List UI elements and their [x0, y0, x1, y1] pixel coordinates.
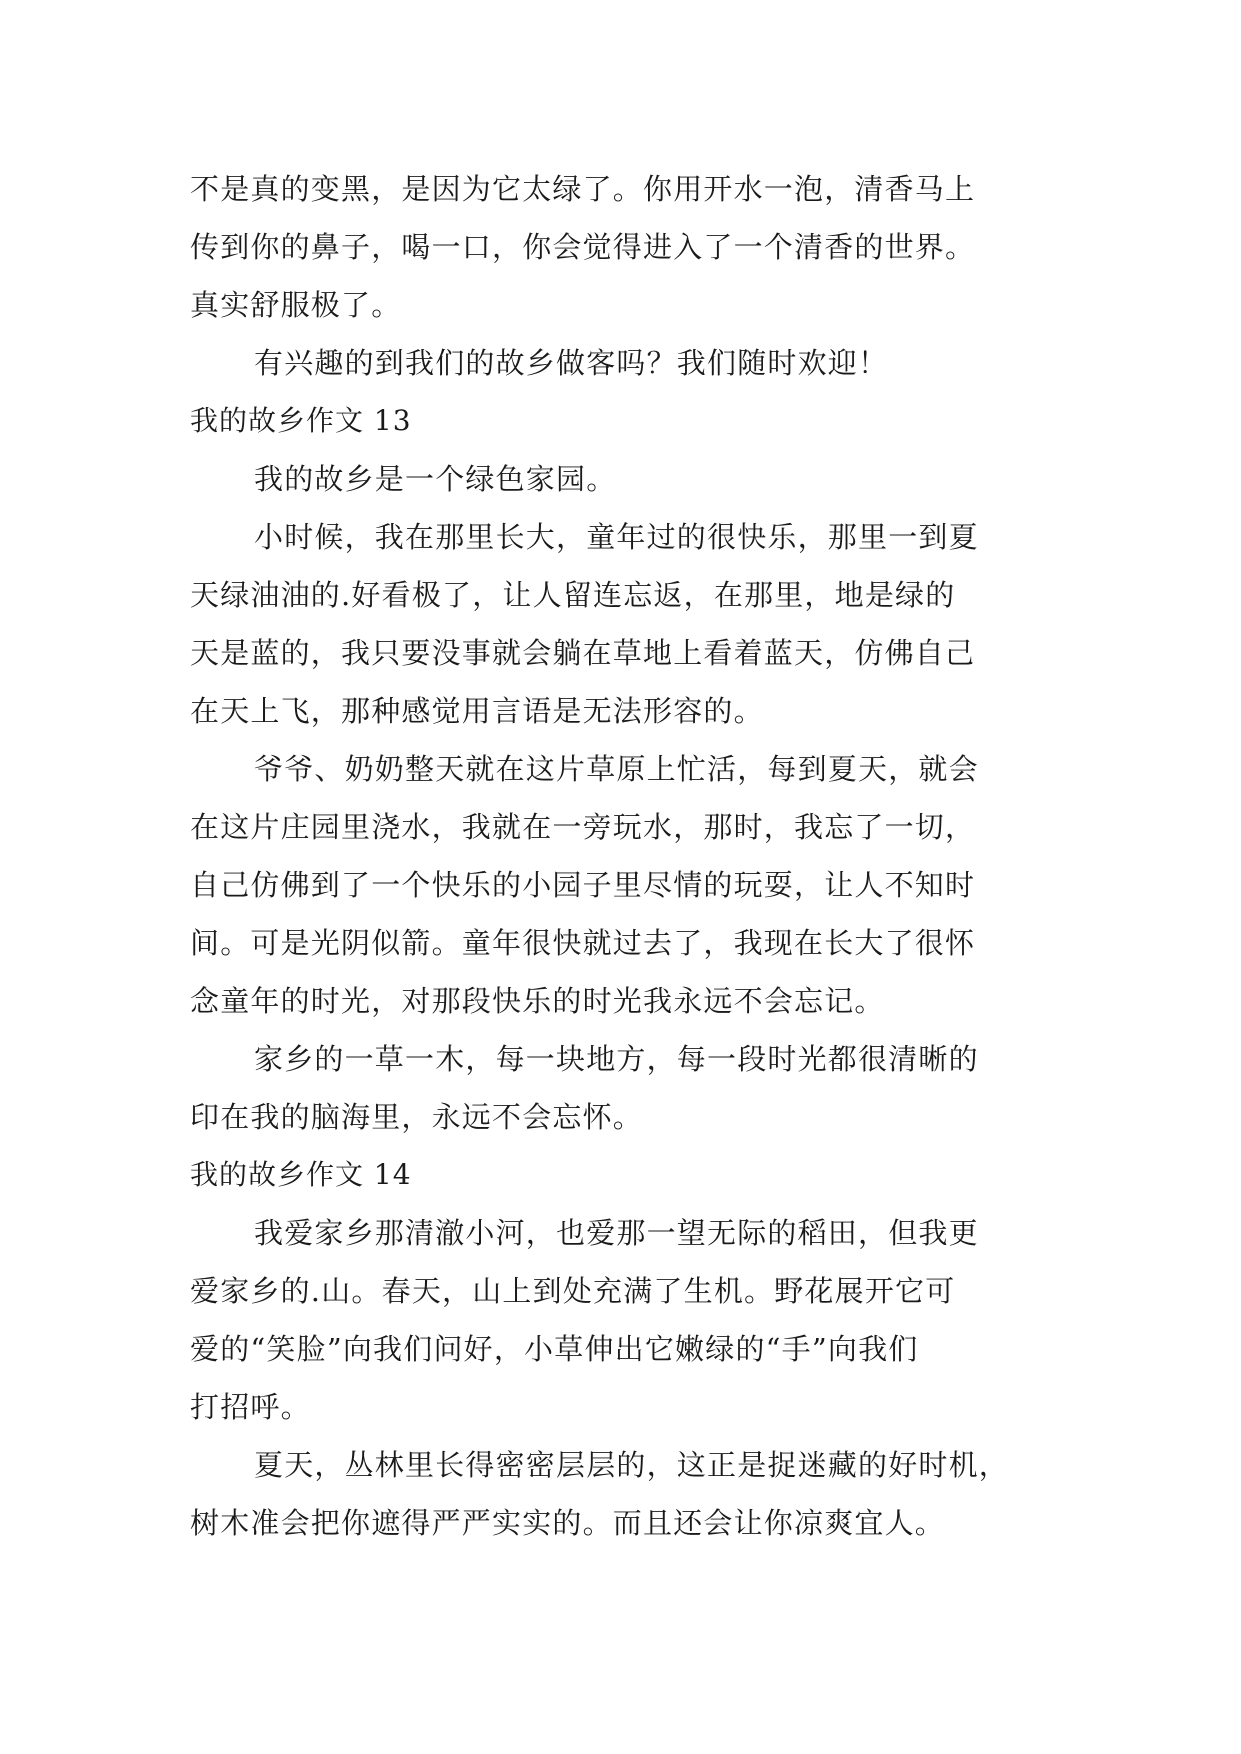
paragraph-first-line: 小时候，我在那里长大，童年过的很快乐，那里一到夏: [254, 520, 979, 554]
paragraph-first-line: 有兴趣的到我们的故乡做客吗？我们随时欢迎！: [254, 346, 889, 380]
text-line: 不是真的变黑，是因为它太绿了。你用开水一泡，清香马上: [190, 172, 976, 206]
text-line: 传到你的鼻子，喝一口，你会觉得进入了一个清香的世界。: [190, 230, 976, 264]
text-line: 打招呼。: [190, 1390, 311, 1424]
text-line: 在天上飞，那种感觉用言语是无法形容的。: [190, 694, 764, 728]
paragraph-first-line: 爷爷、奶奶整天就在这片草原上忙活，每到夏天，就会: [254, 752, 979, 786]
text-line: 树木准会把你遮得严严实实的。而且还会让你凉爽宜人。: [190, 1506, 946, 1540]
text-line: 印在我的脑海里，永远不会忘怀。: [190, 1100, 644, 1134]
text-line: 天绿油油的.好看极了，让人留连忘返，在那里，地是绿的: [190, 578, 956, 612]
text-line: 自己仿佛到了一个快乐的小园子里尽情的玩耍，让人不知时: [190, 868, 976, 902]
text-line: 间。可是光阴似箭。童年很快就过去了，我现在长大了很怀: [190, 926, 976, 960]
text-line: 天是蓝的，我只要没事就会躺在草地上看着蓝天，仿佛自己: [190, 636, 976, 670]
section-heading: 我的故乡作文 14: [190, 1158, 412, 1191]
text-line: 在这片庄园里浇水，我就在一旁玩水，那时，我忘了一切，: [190, 810, 976, 844]
paragraph-first-line: 家乡的一草一木，每一块地方，每一段时光都很清晰的: [254, 1042, 979, 1076]
text-line: 念童年的时光，对那段快乐的时光我永远不会忘记。: [190, 984, 885, 1018]
paragraph-first-line: 夏天，丛林里长得密密层层的，这正是捉迷藏的好时机，: [254, 1448, 1010, 1482]
section-heading: 我的故乡作文 13: [190, 404, 412, 437]
text-line: 爱的“笑脸”向我们问好，小草伸出它嫩绿的“手”向我们: [190, 1332, 919, 1366]
paragraph-first-line: 我爱家乡那清澈小河，也爱那一望无际的稻田，但我更: [254, 1216, 979, 1250]
text-line: 爱家乡的.山。春天，山上到处充满了生机。野花展开它可: [190, 1274, 956, 1308]
document-body: [190, 160, 1070, 1552]
text-line: 真实舒服极了。: [190, 288, 402, 322]
paragraph-first-line: 我的故乡是一个绿色家园。: [254, 462, 617, 496]
